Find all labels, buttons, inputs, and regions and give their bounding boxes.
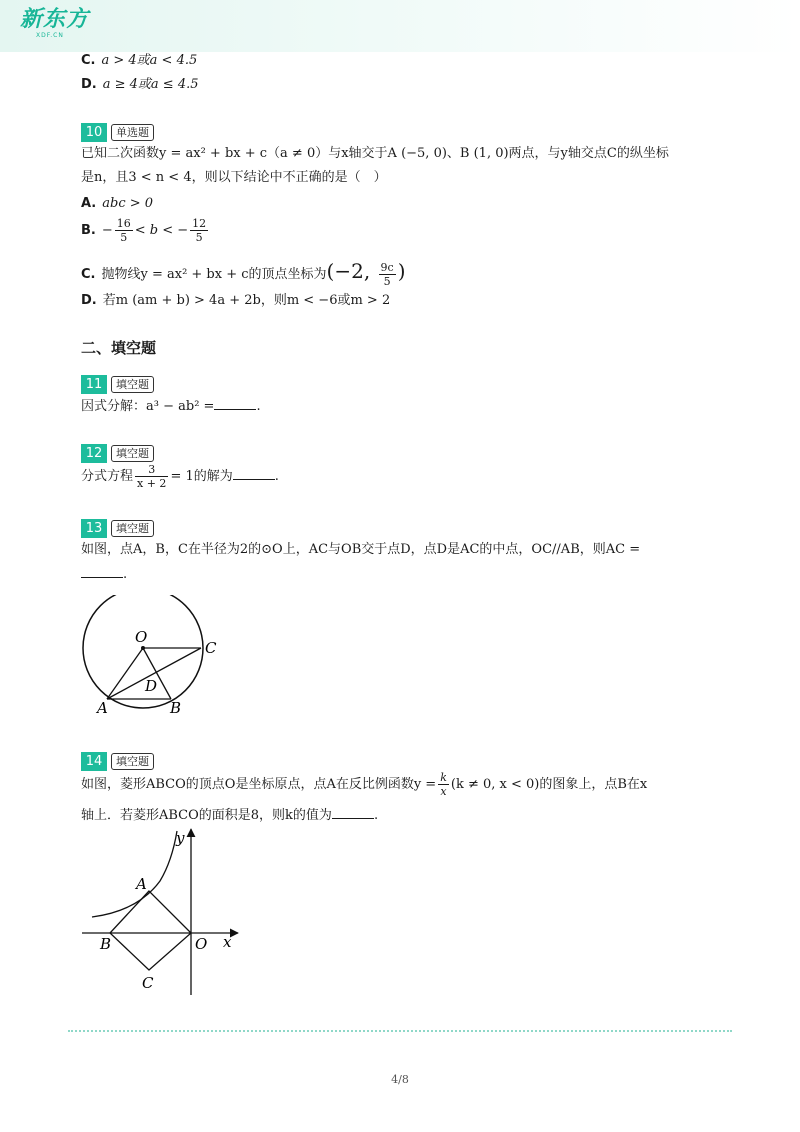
q14-pre: 如图，菱形ABCO的顶点O是坐标原点，点A在反比例函数y =	[81, 777, 437, 792]
option-label: C.	[81, 267, 96, 282]
option-label: D.	[81, 77, 97, 92]
q10-option-c	[81, 256, 406, 290]
label-a: A	[97, 699, 108, 717]
rhombus-abco	[110, 891, 191, 970]
answer-blank	[214, 397, 256, 410]
question-number-badge: 10	[81, 123, 107, 142]
q12-header	[81, 443, 154, 463]
q13-header	[81, 518, 154, 538]
fraction-denominator: x + 2	[137, 477, 167, 490]
fraction-numerator: 16	[116, 217, 131, 230]
q10-option-a	[81, 195, 153, 213]
q13-circle-figure	[70, 595, 230, 720]
label-c: C	[142, 974, 154, 992]
fraction	[190, 217, 208, 244]
q9-option-c	[81, 52, 197, 70]
q14-stem-line1	[81, 770, 647, 800]
logo-text: 新东方	[20, 7, 90, 32]
fraction-denominator: 5	[383, 275, 391, 288]
fraction-numerator: 12	[192, 217, 207, 230]
question-number-badge: 11	[81, 375, 107, 394]
q12-pre: 分式方程	[81, 469, 134, 484]
answer-blank	[81, 565, 123, 578]
q14-line2: 轴上．若菱形ABCO的面积是8，则k的值为	[81, 808, 332, 823]
option-text: a ≥ 4或a ≤ 4.5	[102, 77, 199, 92]
answer-blank	[332, 806, 374, 819]
q13-stem: 如图，点A，B，C在半径为2的⊙O上，AC与OB交于点D，点D是AC的中点，OC//AB，则AC =	[81, 542, 641, 557]
fraction-denominator: 5	[195, 231, 203, 244]
segment-oa	[107, 648, 143, 699]
question-type-tag: 单选题	[111, 124, 154, 141]
label-b: B	[170, 699, 182, 717]
q14-rhombus-figure	[78, 825, 248, 1000]
fraction	[115, 217, 133, 244]
question-number-badge: 12	[81, 444, 107, 463]
option-pre: −	[101, 223, 113, 238]
header-band	[0, 0, 800, 52]
option-mid: < b < −	[134, 223, 189, 238]
option-text: 若m (am + b) > 4a + 2b，则m < −6或m > 2	[102, 293, 391, 308]
option-label: A.	[81, 196, 97, 211]
q13-end: .	[123, 567, 128, 582]
q13-blank-line	[81, 565, 127, 584]
circle-o	[83, 595, 203, 708]
q11-stem	[81, 397, 261, 416]
q12-end: .	[274, 469, 279, 484]
q9-option-d	[81, 76, 199, 94]
fraction	[379, 261, 396, 288]
label-o: O	[135, 628, 148, 646]
option-text: a > 4或a < 4.5	[101, 53, 198, 68]
label-o: O	[195, 935, 208, 953]
q12-stem	[81, 462, 279, 492]
q14-post: (k ≠ 0, x < 0)的图象上，点B在x	[450, 777, 648, 792]
label-c: C	[205, 639, 217, 657]
option-text: abc > 0	[102, 196, 154, 211]
answer-blank	[233, 467, 275, 480]
option-label: D.	[81, 293, 97, 308]
q10-option-d	[81, 292, 390, 310]
logo-subtext: XDF.CN	[36, 32, 64, 39]
q10-option-b	[81, 216, 210, 246]
page-number: 4/8	[391, 1073, 409, 1086]
option-label: C.	[81, 53, 96, 68]
q10-header	[81, 122, 154, 142]
label-b: B	[100, 935, 112, 953]
fraction	[438, 771, 449, 798]
q11-text: 因式分解：a³ − ab² =	[81, 399, 215, 414]
question-number-badge: 13	[81, 519, 107, 538]
label-x: x	[223, 933, 232, 951]
fraction-denominator: 5	[120, 231, 128, 244]
q14-header	[81, 751, 154, 771]
footer-divider	[68, 1030, 732, 1032]
q14-end: .	[373, 808, 379, 823]
option-pre: 抛物线y = ax² + bx + c的顶点坐标为	[101, 267, 327, 282]
fraction-numerator: k	[440, 771, 447, 784]
hyperbola-curve	[92, 831, 177, 917]
label-y: y	[176, 829, 185, 847]
fraction-denominator: x	[440, 785, 447, 798]
q12-post: = 1的解为	[170, 469, 233, 484]
point-o-dot	[141, 646, 145, 650]
question-number-badge: 14	[81, 752, 107, 771]
question-type-tag: 填空题	[111, 753, 154, 770]
q14-stem-line2	[81, 806, 378, 825]
xdf-logo	[20, 8, 89, 39]
fraction	[135, 463, 168, 490]
fraction-numerator: 9c	[380, 261, 394, 274]
question-type-tag: 填空题	[111, 520, 154, 537]
question-type-tag: 填空题	[111, 445, 154, 462]
q10-stem-line2: 是n，且3 < n < 4，则以下结论中不正确的是（ ）	[81, 170, 387, 185]
option-label: B.	[81, 223, 96, 238]
q10-stem-line1: 已知二次函数y = ax² + bx + c（a ≠ 0）与x轴交于A (−5, 0)、B (1, 0)两点，与y轴交点C的纵坐标	[81, 146, 669, 161]
option-open: (−2,	[326, 259, 377, 283]
section-title: 二、填空题	[81, 339, 157, 357]
label-a: A	[136, 875, 147, 893]
q11-end: .	[256, 399, 261, 414]
label-d: D	[145, 677, 158, 695]
q11-header	[81, 374, 154, 394]
option-close: )	[397, 259, 406, 283]
question-type-tag: 填空题	[111, 376, 154, 393]
fraction-numerator: 3	[135, 463, 168, 477]
